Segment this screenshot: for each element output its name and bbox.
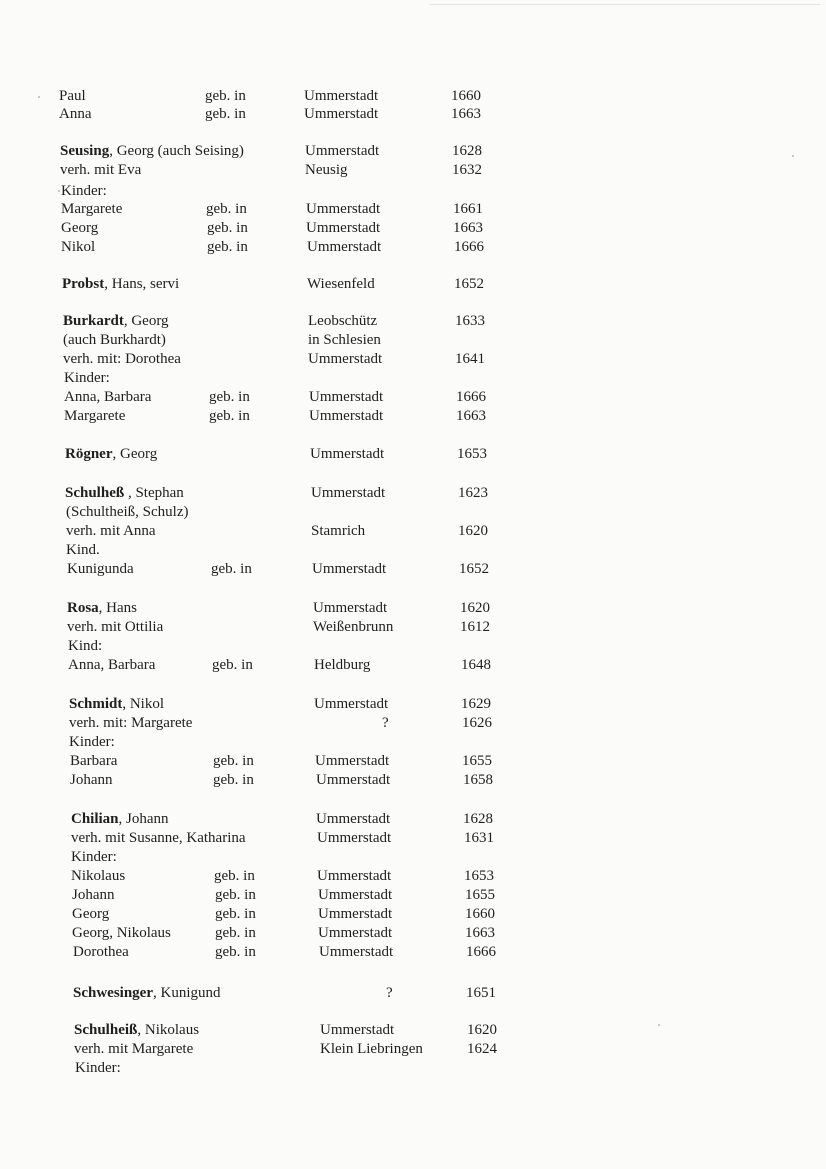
entry-place: Ummerstadt: [318, 906, 393, 922]
entry-place: Stamrich: [311, 523, 366, 539]
scan-speck: [792, 155, 794, 157]
entry-place: Ummerstadt: [317, 830, 392, 846]
entry-given-name: , Hans, servi: [104, 276, 180, 292]
entry-year: 1652: [459, 561, 489, 577]
entry-given-name: , Johann: [118, 811, 169, 827]
entry-given-name: (auch Burkhardt): [63, 332, 166, 348]
entry-year: 1660: [465, 906, 495, 922]
entry-place: Ummerstadt: [316, 811, 391, 827]
entry-given-name: verh. mit: Dorothea: [63, 351, 181, 367]
entry-given-name: verh. mit Ottilia: [67, 619, 164, 635]
entry-name: [65, 483, 184, 503]
entry-year: 1663: [456, 408, 486, 424]
entry-name: [71, 847, 117, 867]
entry-surname: Probst: [62, 276, 105, 292]
entry-given-name: Georg: [61, 220, 99, 236]
entry-name: [61, 237, 95, 257]
entry-name: [66, 540, 100, 560]
entry-year: 1624: [467, 1041, 497, 1057]
entry-year: 1641: [455, 351, 485, 367]
entry-name: [71, 828, 246, 848]
entry-year: 1629: [461, 696, 491, 712]
entry-name: [66, 521, 156, 541]
entry-name: [66, 502, 188, 522]
entry-place: Ummerstadt: [320, 1022, 395, 1038]
entry-name: [67, 598, 137, 618]
entry-given-name: (Schultheiß, Schulz): [66, 504, 189, 520]
entry-year: 1612: [460, 619, 490, 635]
entry-name: [64, 406, 125, 426]
entry-given-name: verh. mit Anna: [66, 523, 156, 539]
entry-name: [61, 218, 98, 238]
scan-edge-line: [430, 4, 820, 5]
entry-name: [61, 199, 122, 219]
entry-given-name: Nikol: [61, 239, 96, 255]
entry-name: [67, 617, 163, 637]
entry-place: Ummerstadt: [318, 925, 393, 941]
entry-given-name: Kunigunda: [67, 561, 134, 577]
entry-name: [73, 942, 129, 962]
entry-place: ?: [386, 985, 393, 1001]
entry-year: 1628: [463, 811, 493, 827]
entry-place: Ummerstadt: [318, 887, 393, 903]
entry-given-name: Anna: [59, 106, 92, 122]
entry-name: [69, 732, 115, 752]
entry-given-name: , Georg (auch Seising): [109, 143, 244, 159]
entry-name: [68, 636, 102, 656]
entry-place: Ummerstadt: [311, 485, 386, 501]
entry-name: [72, 923, 171, 943]
entry-place: Ummerstadt: [316, 772, 391, 788]
entry-name: [60, 141, 244, 161]
entry-year: 1666: [456, 389, 486, 405]
entry-name: [64, 368, 110, 388]
entry-given-name: Johann: [70, 772, 113, 788]
entry-given-name: Kind.: [66, 542, 100, 558]
entry-place: ?: [382, 715, 389, 731]
entry-place: Ummerstadt: [307, 239, 382, 255]
entry-year: 1653: [457, 446, 487, 462]
entry-year: 1651: [466, 985, 496, 1001]
entry-given-name: Nikolaus: [71, 868, 126, 884]
entry-surname: Schwesinger: [73, 985, 153, 1001]
entry-year: 1655: [462, 753, 492, 769]
entry-name: [69, 713, 192, 733]
entry-given-name: Anna, Barbara: [68, 657, 156, 673]
entry-birth-marker: geb. in: [211, 561, 252, 577]
entry-surname: Burkardt: [63, 313, 124, 329]
entry-birth-marker: geb. in: [209, 408, 250, 424]
scan-speck: [58, 190, 60, 192]
entry-given-name: Kinder:: [61, 183, 107, 199]
entry-name: [65, 444, 157, 464]
entry-year: 1633: [455, 313, 485, 329]
entry-given-name: Margarete: [61, 201, 123, 217]
entry-given-name: Kinder:: [75, 1060, 121, 1076]
entry-year: 1663: [465, 925, 495, 941]
entry-place: Ummerstadt: [312, 561, 387, 577]
entry-birth-marker: geb. in: [207, 239, 248, 255]
entry-year: 1620: [467, 1022, 497, 1038]
entry-birth-marker: geb. in: [214, 868, 255, 884]
entry-name: [74, 1020, 199, 1040]
entry-place: in Schlesien: [308, 332, 381, 348]
entry-place: Leobschütz: [308, 313, 378, 329]
entry-year: 1631: [464, 830, 494, 846]
entry-given-name: Barbara: [70, 753, 118, 769]
entry-year: 1652: [454, 276, 484, 292]
entry-place: Heldburg: [314, 657, 371, 673]
entry-name: [59, 104, 92, 124]
entry-name: [60, 160, 141, 180]
entry-name: [64, 387, 151, 407]
entry-given-name: Paul: [59, 88, 86, 104]
entry-place: Weißenbrunn: [313, 619, 394, 635]
entry-year: 1663: [453, 220, 483, 236]
entry-place: Ummerstadt: [319, 944, 394, 960]
entry-given-name: Kinder:: [64, 370, 110, 386]
entry-birth-marker: geb. in: [215, 944, 256, 960]
entry-given-name: Dorothea: [73, 944, 129, 960]
entry-place: Ummerstadt: [317, 868, 392, 884]
entry-birth-marker: geb. in: [212, 657, 253, 673]
entry-name: [59, 86, 86, 106]
entry-year: 1648: [461, 657, 491, 673]
entry-place: Ummerstadt: [308, 351, 383, 367]
entry-given-name: Georg: [72, 906, 110, 922]
entry-given-name: Anna, Barbara: [64, 389, 152, 405]
entry-given-name: , Stephan: [124, 485, 184, 501]
entry-name: [71, 866, 125, 886]
entry-given-name: , Georg: [112, 446, 158, 462]
entry-name: [72, 885, 115, 905]
entry-place: Ummerstadt: [304, 88, 379, 104]
entry-given-name: Georg, Nikolaus: [72, 925, 171, 941]
entry-birth-marker: geb. in: [207, 220, 248, 236]
entry-place: Neusig: [305, 162, 348, 178]
entry-place: Ummerstadt: [309, 408, 384, 424]
entry-birth-marker: geb. in: [215, 887, 256, 903]
entry-year: 1626: [462, 715, 492, 731]
entry-name: [67, 559, 134, 579]
entry-place: Klein Liebringen: [320, 1041, 423, 1057]
entry-given-name: verh. mit Susanne, Katharina: [71, 830, 246, 846]
entry-birth-marker: geb. in: [205, 88, 246, 104]
entry-place: Ummerstadt: [306, 220, 381, 236]
entry-birth-marker: geb. in: [205, 106, 246, 122]
entry-surname: Schulheiß: [74, 1022, 138, 1038]
entry-birth-marker: geb. in: [206, 201, 247, 217]
entry-name: [70, 751, 117, 771]
entry-name: [68, 655, 155, 675]
entry-name: [70, 770, 113, 790]
entry-surname: Rögner: [65, 446, 113, 462]
entry-given-name: Margarete: [64, 408, 126, 424]
entry-year: 1620: [458, 523, 488, 539]
entry-surname: Schulheß: [65, 485, 125, 501]
entry-surname: Schmidt: [69, 696, 123, 712]
entry-place: Ummerstadt: [305, 143, 380, 159]
scan-speck: [658, 1024, 660, 1026]
entry-name: [63, 330, 166, 350]
entry-given-name: Kind:: [68, 638, 103, 654]
entry-place: Ummerstadt: [304, 106, 379, 122]
entry-place: Ummerstadt: [310, 446, 385, 462]
entry-given-name: verh. mit Margarete: [74, 1041, 194, 1057]
entry-given-name: Kinder:: [69, 734, 115, 750]
entry-place: Wiesenfeld: [307, 276, 375, 292]
entry-surname: Seusing: [60, 143, 110, 159]
entry-surname: Rosa: [67, 600, 99, 616]
entry-given-name: , Nikolaus: [137, 1022, 200, 1038]
entry-year: 1653: [464, 868, 494, 884]
entry-year: 1632: [452, 162, 482, 178]
entry-year: 1666: [466, 944, 496, 960]
entry-given-name: , Hans: [98, 600, 137, 616]
entry-year: 1620: [460, 600, 490, 616]
entry-year: 1663: [451, 106, 481, 122]
entry-year: 1655: [465, 887, 495, 903]
entry-name: [63, 349, 181, 369]
entry-given-name: verh. mit Eva: [60, 162, 142, 178]
entry-birth-marker: geb. in: [213, 753, 254, 769]
entry-given-name: Kinder:: [71, 849, 117, 865]
entry-year: 1666: [454, 239, 484, 255]
entry-year: 1623: [458, 485, 488, 501]
entry-year: 1661: [453, 201, 483, 217]
entry-name: [73, 983, 221, 1003]
entry-place: Ummerstadt: [309, 389, 384, 405]
entry-birth-marker: geb. in: [215, 925, 256, 941]
entry-place: Ummerstadt: [314, 696, 389, 712]
entry-given-name: , Kunigund: [153, 985, 221, 1001]
entry-place: Ummerstadt: [306, 201, 381, 217]
entry-birth-marker: geb. in: [209, 389, 250, 405]
entry-name: [63, 311, 169, 331]
entry-place: Ummerstadt: [315, 753, 390, 769]
entry-given-name: Johann: [72, 887, 115, 903]
entry-name: [74, 1039, 193, 1059]
entry-birth-marker: geb. in: [213, 772, 254, 788]
entry-place: Ummerstadt: [313, 600, 388, 616]
entry-year: 1660: [451, 88, 481, 104]
entry-surname: Chilian: [71, 811, 119, 827]
entry-name: [61, 181, 107, 201]
entry-given-name: , Georg: [123, 313, 169, 329]
entry-name: [69, 694, 164, 714]
entry-given-name: verh. mit: Margarete: [69, 715, 193, 731]
scan-speck: [38, 96, 40, 98]
entry-name: [75, 1058, 121, 1078]
entry-name: [62, 274, 179, 294]
entry-given-name: , Nikol: [122, 696, 165, 712]
entry-birth-marker: geb. in: [215, 906, 256, 922]
entry-year: 1628: [452, 143, 482, 159]
entry-name: [72, 904, 109, 924]
entry-year: 1658: [463, 772, 493, 788]
entry-name: [71, 809, 169, 829]
